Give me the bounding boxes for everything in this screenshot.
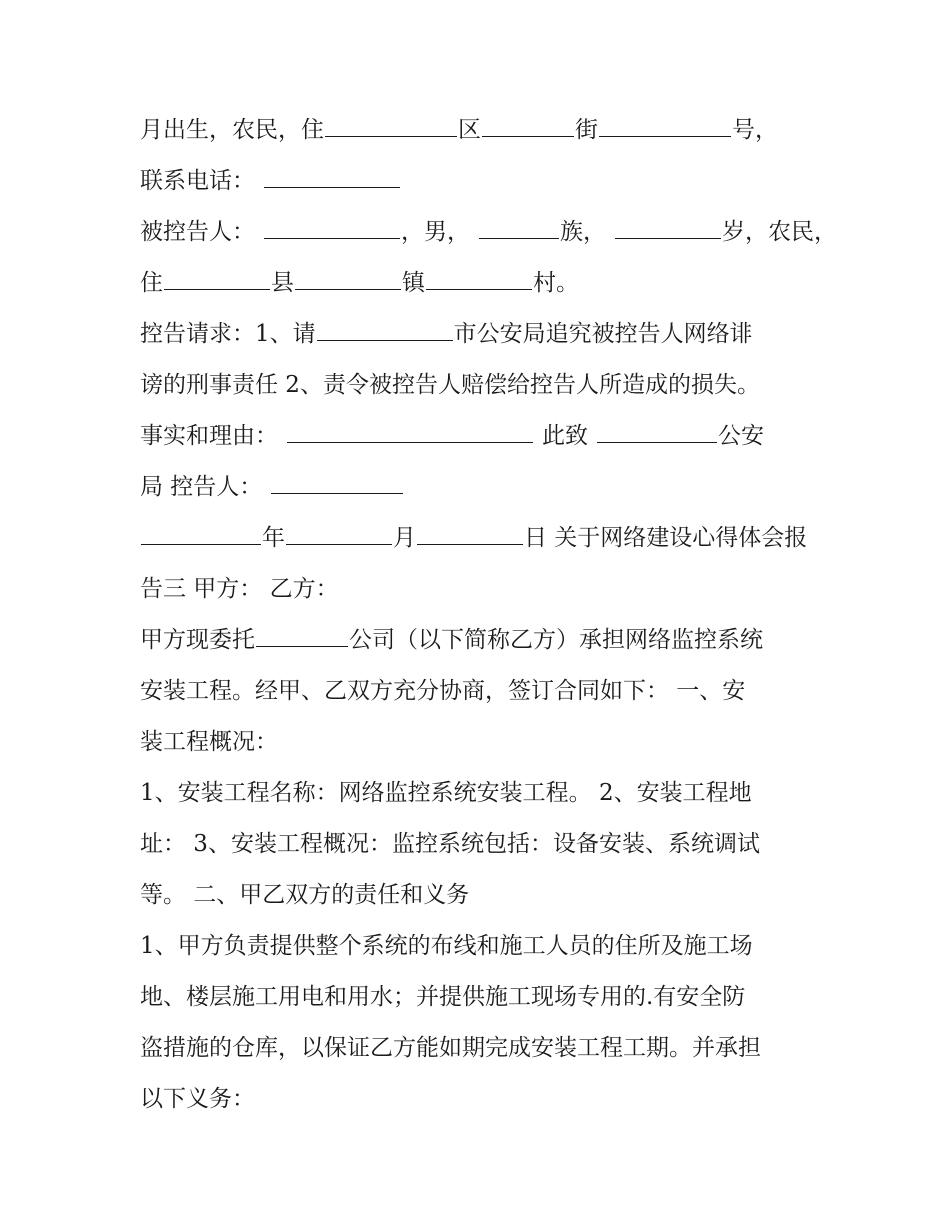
blank-field-county: [164, 263, 270, 290]
text-line: [140, 771, 820, 822]
text-segment: 1、安装工程名称：网络监控系统安装工程。 2、安装工程地: [140, 780, 752, 806]
text-segment: 甲方现委托: [140, 627, 255, 653]
blank-field-day: [417, 518, 523, 545]
blank-field-address: [325, 110, 457, 137]
text-segment: 区: [458, 117, 481, 143]
blank-field-district: [482, 110, 574, 137]
text-segment: 公司（以下简称乙方）承担网络监控系统: [349, 627, 763, 653]
text-segment: 谤的刑事责任 2、责令被控告人赔偿给控告人所造成的损失。: [140, 372, 760, 398]
text-line: [140, 1026, 820, 1077]
blank-field-village: [426, 263, 532, 290]
blank-field-complainant: [271, 467, 403, 494]
text-segment: 安装工程。经甲、乙双方充分协商，签订合同如下： 一、安: [140, 678, 746, 704]
text-segment: 控告请求：1、请: [140, 321, 316, 347]
text-segment: 月: [393, 525, 416, 551]
text-line: [140, 924, 820, 975]
text-segment: 等。 二、甲乙双方的责任和义务: [140, 882, 470, 908]
text-line: [140, 312, 820, 363]
text-line: [140, 363, 820, 414]
blank-field-facts: [287, 416, 533, 443]
blank-field-phone: [264, 161, 400, 188]
text-segment: 此致: [542, 423, 588, 449]
text-segment: 镇: [402, 270, 425, 296]
text-segment: 住: [140, 270, 163, 296]
text-segment: 联系电话：: [140, 168, 255, 194]
blank-field-year: [141, 518, 261, 545]
text-line: [140, 516, 820, 567]
text-line: [140, 618, 820, 669]
text-segment: 公安: [718, 423, 764, 449]
text-segment: 装工程概况：: [140, 729, 278, 755]
text-line: [140, 873, 820, 924]
text-segment: 街: [575, 117, 598, 143]
text-line: [140, 465, 820, 516]
text-segment: 1、甲方负责提供整个系统的布线和施工人员的住所及施工场: [140, 933, 753, 959]
text-segment: 以下义务：: [140, 1086, 255, 1112]
text-segment: 址： 3、安装工程概况：监控系统包括：设备安装、系统调试: [140, 831, 760, 857]
blank-field-age: [615, 212, 721, 239]
text-line: [140, 669, 820, 720]
text-segment: 地、楼层施工用电和用水；并提供施工现场专用的.有安全防: [140, 984, 746, 1010]
text-segment: 事实和理由：: [140, 423, 278, 449]
text-segment: 局 控告人：: [140, 474, 263, 500]
text-segment: 被控告人：: [140, 219, 255, 245]
text-line: [140, 1077, 820, 1128]
text-segment: 市公安局追究被控告人网络诽: [453, 321, 753, 347]
text-segment: ，男，: [401, 219, 470, 245]
text-line: [140, 414, 820, 465]
text-segment: 村。: [533, 270, 579, 296]
text-line: [140, 159, 820, 210]
text-line: [140, 108, 820, 159]
blank-field-street: [599, 110, 731, 137]
text-line: [140, 261, 820, 312]
text-line: [140, 210, 837, 261]
blank-field-company: [256, 620, 348, 647]
text-segment: 盗措施的仓库，以保证乙方能如期完成安装工程工期。并承担: [140, 1035, 761, 1061]
text-line: [140, 975, 820, 1026]
text-segment: 月出生，农民，住: [140, 117, 324, 143]
text-line: [140, 822, 820, 873]
blank-field-city: [317, 314, 453, 341]
text-segment: 岁，农民，: [722, 219, 837, 245]
text-line: [140, 720, 820, 771]
blank-field-month: [286, 518, 392, 545]
text-segment: 族，: [560, 219, 606, 245]
blank-field-police-bureau: [597, 416, 717, 443]
blank-field-town: [295, 263, 401, 290]
blank-field-ethnicity: [479, 212, 559, 239]
text-segment: 日 关于网络建设心得体会报: [524, 525, 808, 551]
text-segment: 年: [262, 525, 285, 551]
text-segment: 县: [271, 270, 294, 296]
document-body: [140, 108, 837, 1128]
text-line: [140, 567, 820, 618]
blank-field-defendant-name: [264, 212, 400, 239]
text-segment: 号，: [732, 117, 778, 143]
text-segment: 告三 甲方： 乙方：: [140, 576, 339, 602]
